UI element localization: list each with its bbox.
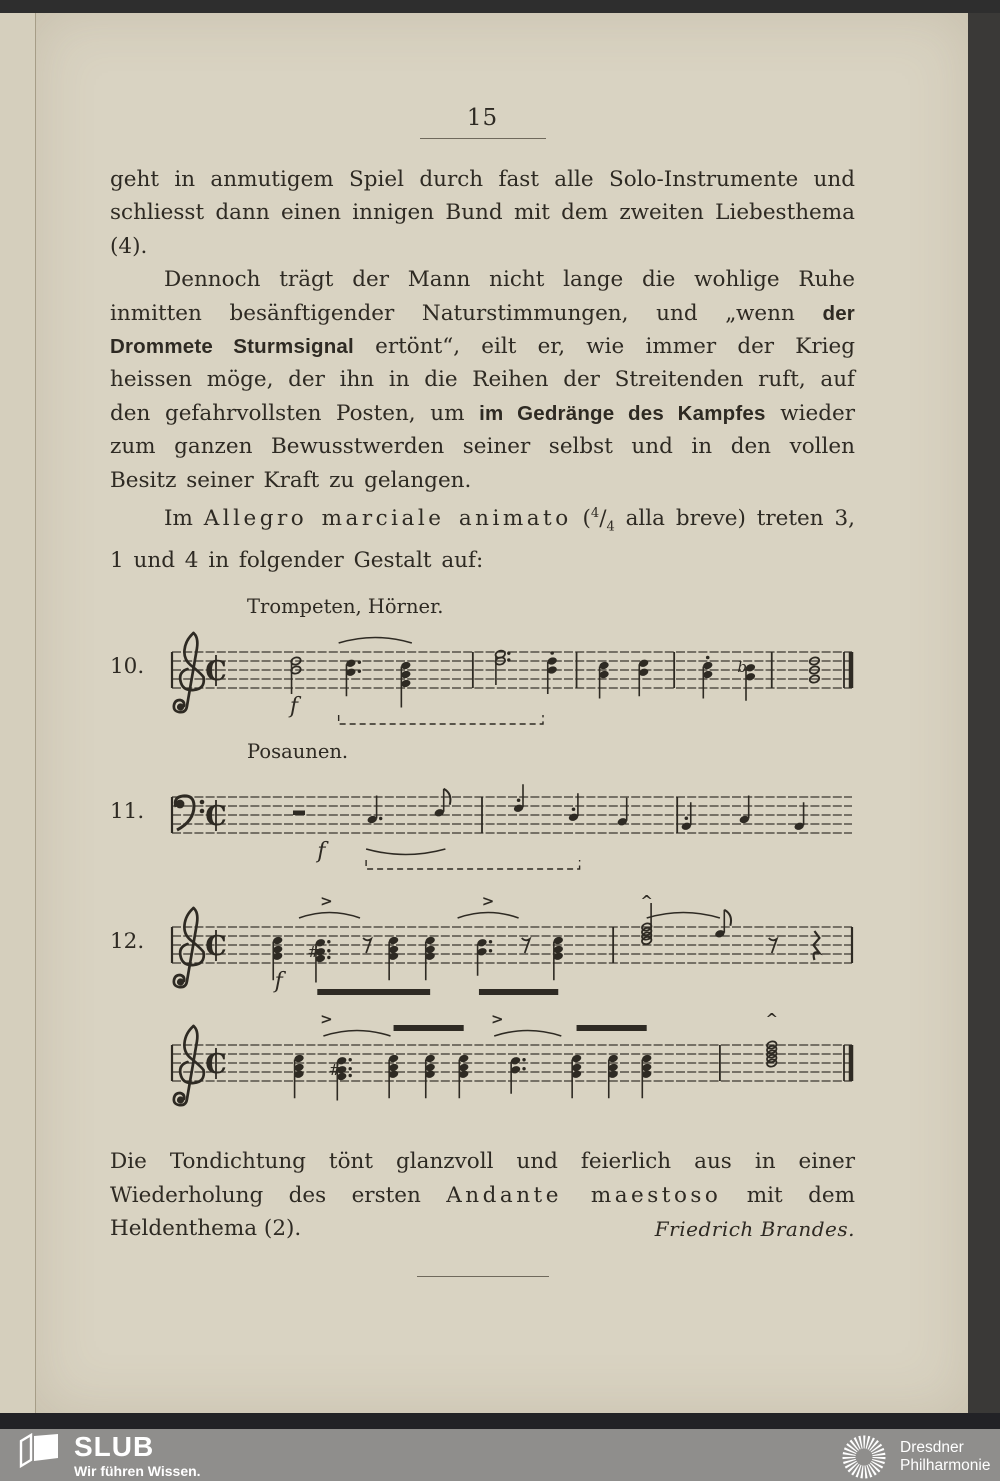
page-content xyxy=(110,105,855,1277)
svg-text:^: ^ xyxy=(765,1011,779,1029)
music-example-12 xyxy=(160,1011,860,1129)
example-number: 10. xyxy=(110,654,145,680)
dresdner-philharmonie-branding xyxy=(838,1431,990,1481)
text-segment: mit dem xyxy=(721,1182,855,1208)
svg-text:f: f xyxy=(317,839,326,865)
svg-text:b: b xyxy=(737,658,748,677)
svg-text:^: ^ xyxy=(640,893,653,911)
page-number-rule xyxy=(420,138,546,139)
staff-caption: Trompeten, Hörner. xyxy=(247,595,444,619)
text-segment: ertönt“, eilt er, wie immer der Krieg heissen möge, der ihn in die Reihen der Streitenden ruft, auf den gefahrvollsten Posten, um xyxy=(110,334,855,426)
svg-text:#: # xyxy=(307,943,320,962)
slub-wordmark: SLUB xyxy=(74,1431,155,1462)
example-number: 12. xyxy=(110,929,145,955)
dresdner-philharmonie-wordmark: Dresdner Philharmonie xyxy=(900,1439,991,1474)
svg-text:C: C xyxy=(205,801,227,833)
closing-line xyxy=(110,1179,855,1212)
svg-text:>: > xyxy=(481,893,495,911)
staff-caption: Posaunen. xyxy=(247,740,349,764)
paragraph xyxy=(110,497,855,577)
svg-text:>: > xyxy=(320,1011,333,1029)
slub-tagline: Wir führen Wissen. xyxy=(74,1463,201,1479)
music-staff xyxy=(160,1011,860,1129)
svg-text:>: > xyxy=(490,1011,504,1029)
closing-paragraph xyxy=(110,1145,855,1245)
body-paragraphs xyxy=(110,163,855,577)
text-segment: alla breve) treten 3, 1 und 4 in folgender Gestalt auf: xyxy=(110,506,855,573)
book-page xyxy=(36,13,968,1413)
scan-top-frame xyxy=(0,0,1000,13)
text-segment: der Drommete Sturmsignal xyxy=(110,301,855,359)
text-segment: geht in anmutigem Spiel durch fast alle Solo-Instrumente und schliesst dann einen innigen Bund mit dem zweiten Liebesthema (4). xyxy=(110,167,855,259)
underlying-page-edge xyxy=(0,13,36,1413)
svg-text:C: C xyxy=(205,1049,227,1081)
author-signature: Friedrich Brandes. xyxy=(654,1217,855,1242)
example-number: 11. xyxy=(110,799,145,825)
svg-text:C: C xyxy=(205,656,227,688)
footer-bar xyxy=(0,1429,1000,1481)
page-number: 15 xyxy=(466,105,499,131)
text-segment: wieder zum ganzen Bewusstwerden seiner selbst und in den vollen Besitz seiner Kraft zu gelangen. xyxy=(110,400,855,493)
text-segment: Dennoch trägt der Mann nicht lange die wohlige Ruhe inmitten besänftigender Naturstimmungen, und „wenn xyxy=(110,267,855,326)
section-end-rule xyxy=(417,1276,549,1277)
slub-book-icon xyxy=(18,1433,60,1469)
music-staff xyxy=(160,893,860,1011)
svg-text:>: > xyxy=(320,893,333,911)
svg-text:f: f xyxy=(274,969,283,995)
paragraph xyxy=(110,263,855,497)
svg-text:C: C xyxy=(205,931,227,963)
scan-bottom-frame xyxy=(0,1413,1000,1429)
text-segment: $^4/_4$ xyxy=(590,506,615,535)
text-segment: Allegro marciale animato xyxy=(203,506,572,532)
music-staff xyxy=(160,618,860,736)
music-example-10 xyxy=(110,618,860,736)
music-example-11 xyxy=(110,763,860,881)
text-segment: Die Tondichtung tönt glanzvoll und feierlich aus in einer xyxy=(110,1149,855,1175)
text-segment: Wiederholung des ersten xyxy=(110,1182,447,1208)
slub-branding xyxy=(18,1433,201,1479)
svg-text:#: # xyxy=(328,1061,342,1080)
dresdner-philharmonie-sunburst-icon xyxy=(838,1431,890,1481)
text-segment: Im xyxy=(164,506,204,532)
music-examples xyxy=(110,595,855,1129)
text-segment: ( xyxy=(571,506,591,532)
closing-line xyxy=(110,1145,855,1178)
text-segment: Andante maestoso xyxy=(446,1182,722,1208)
closing-line xyxy=(110,1212,855,1245)
svg-text:f: f xyxy=(289,694,299,720)
paragraph xyxy=(110,163,855,263)
text-segment: im Gedränge des Kampfes xyxy=(479,401,766,425)
music-staff xyxy=(160,763,860,881)
music-example-12 xyxy=(110,893,860,1011)
text-segment: Heldenthema (2). xyxy=(110,1216,302,1242)
